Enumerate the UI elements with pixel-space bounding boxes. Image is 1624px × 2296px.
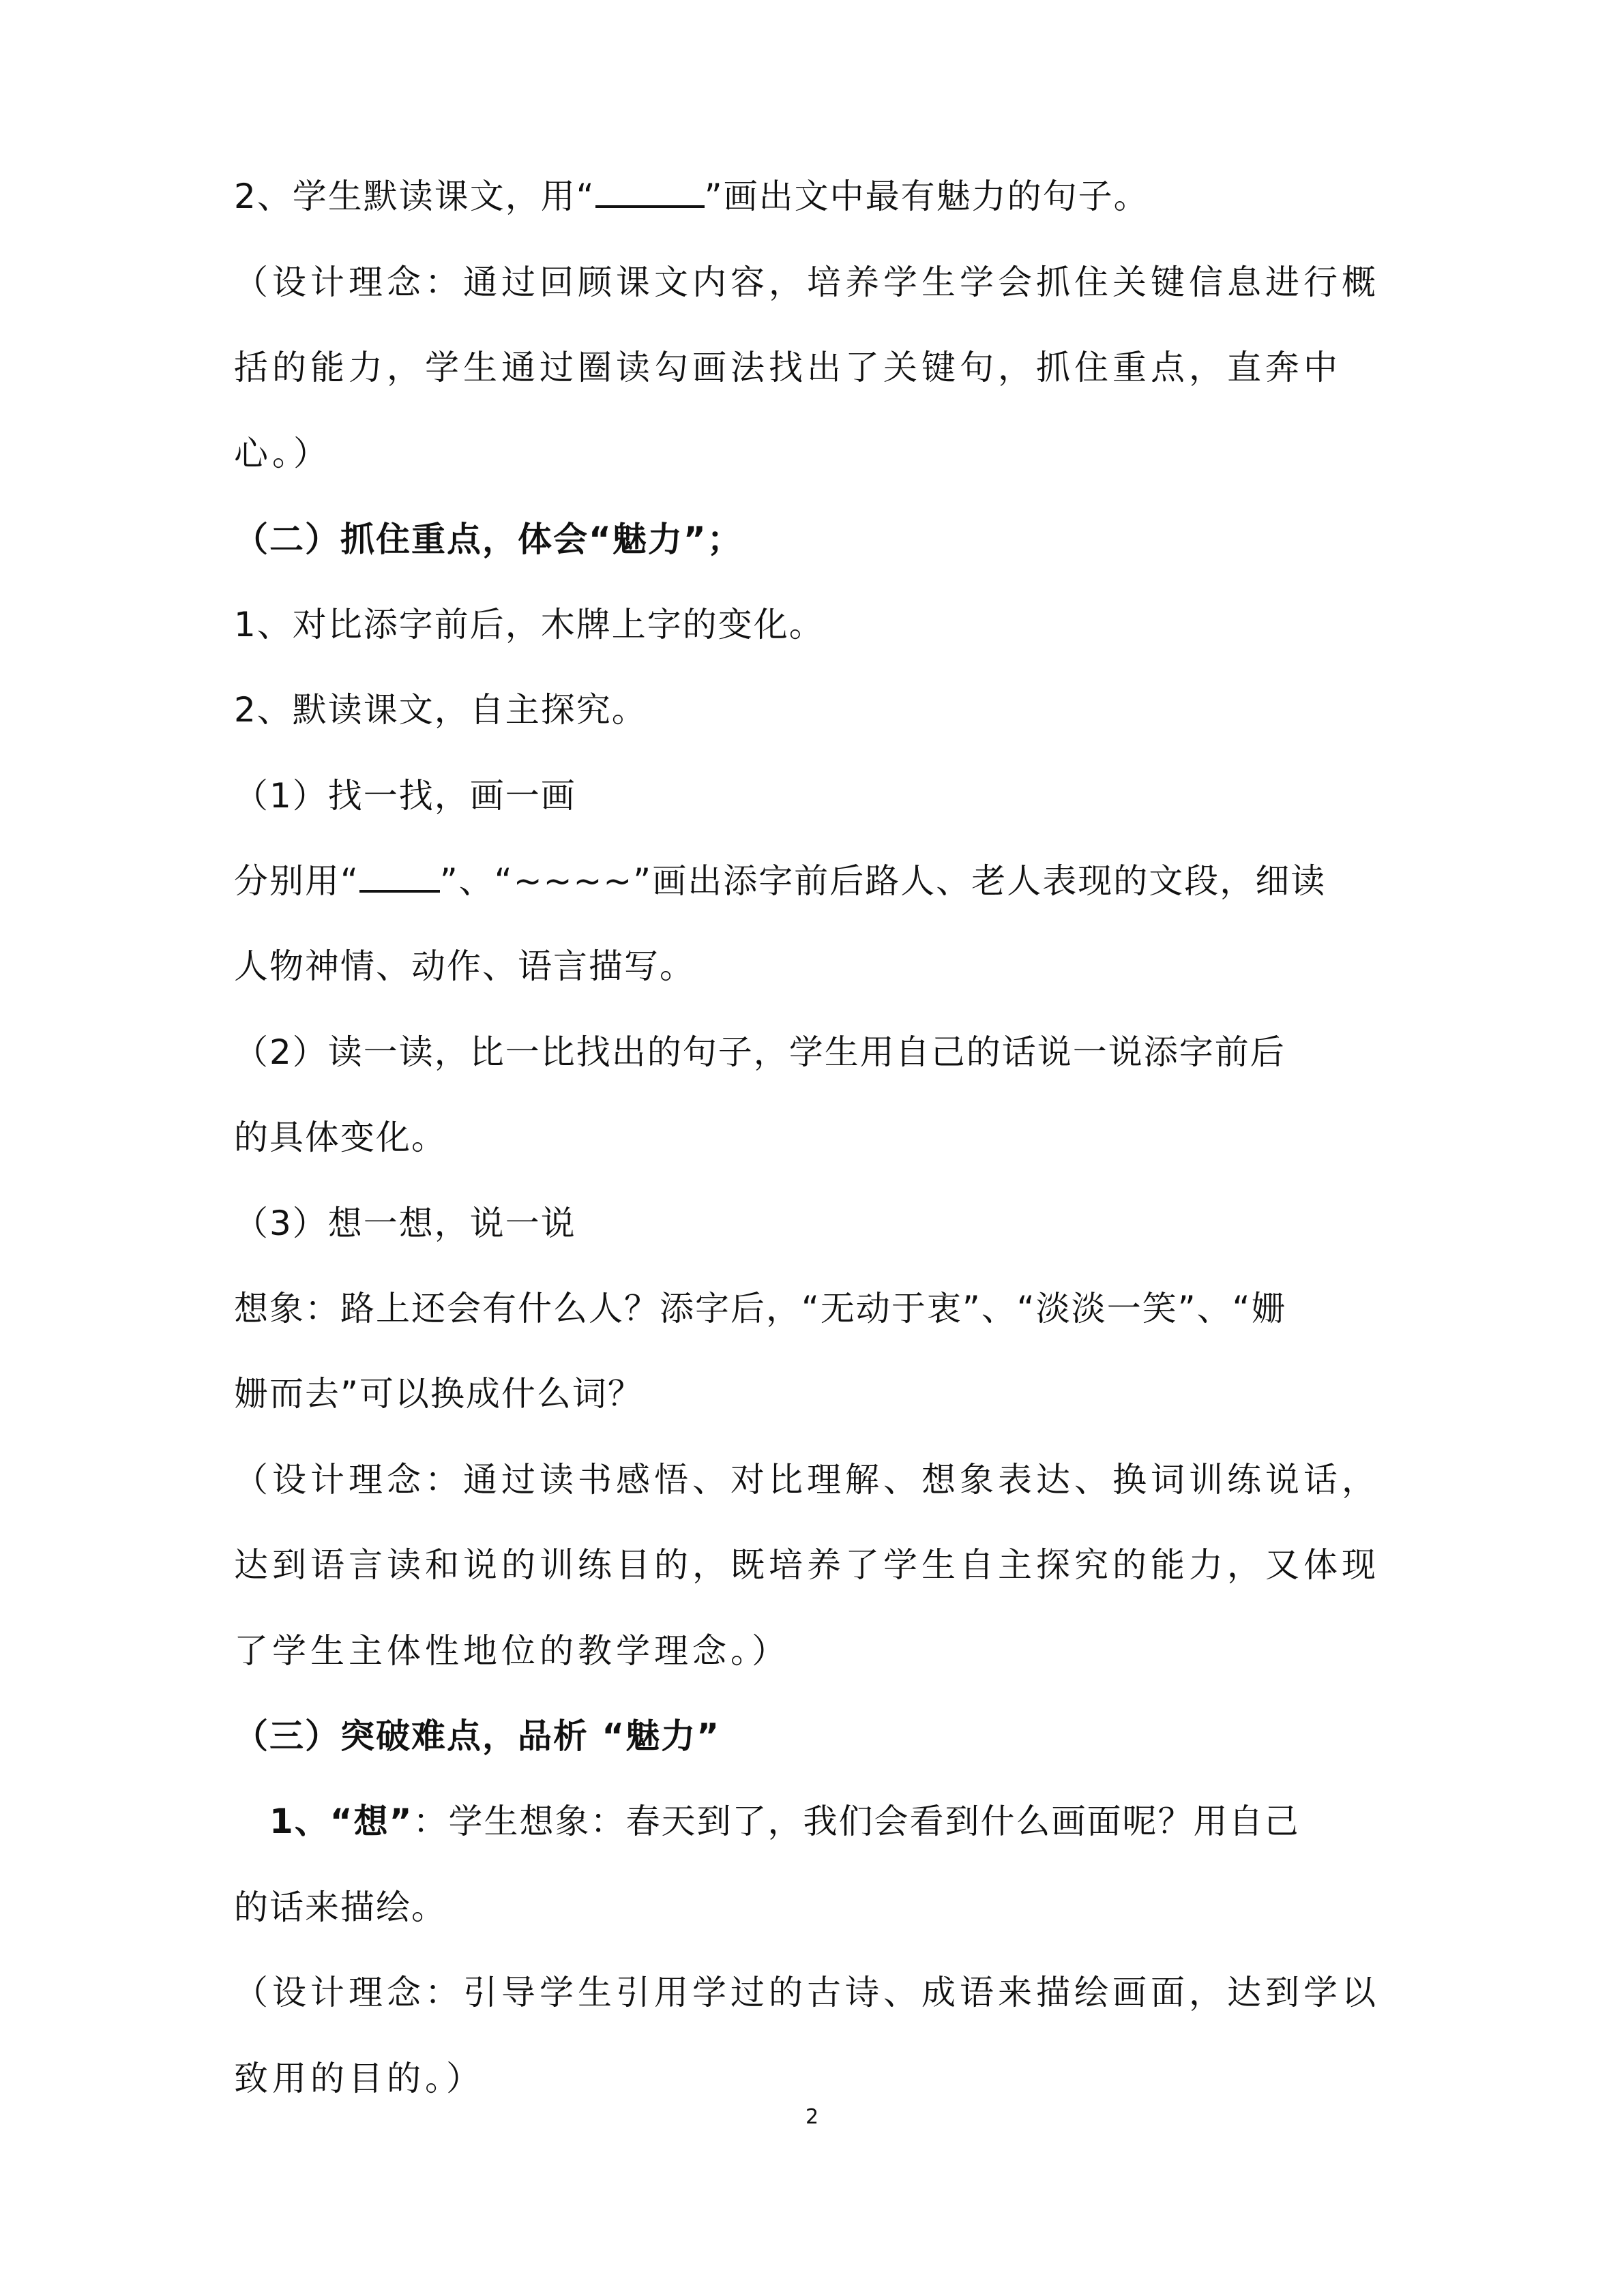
substep-2: （2）读一读，比一比找出的句子，学生用自己的话说一说添字前后 [234, 1032, 1286, 1072]
text-segment: 分别用“ [234, 861, 359, 901]
text-segment: 2、学生默读课文，用“ [234, 177, 595, 216]
instruction-line [234, 857, 1393, 905]
imagine-line: 想象：路上还会有什么人？添字后，“无动于衷”、“淡淡一笑”、“姗 [234, 1289, 1287, 1328]
design-concept-paragraph: 达到语言读和说的训练目的，既培养了学生自主探究的能力，又体现 [234, 1545, 1380, 1585]
substep-1: （1）找一找，画一画 [234, 776, 576, 816]
page-number: 2 [805, 2105, 819, 2129]
underline-blank [595, 175, 705, 208]
bold-label: 1、“想” [269, 1802, 413, 1841]
section-heading-3: （三）突破难点，品析 “魅力” [234, 1716, 721, 1756]
step-2-read-silently [234, 173, 1393, 220]
design-concept-paragraph: （设计理念：通过回顾课文内容，培养学生学会抓住关键信息进行概 [234, 263, 1380, 302]
imagine-line: 姗而去”可以换成什么词？ [234, 1374, 643, 1414]
substep-3: （3）想一想，说一说 [234, 1204, 576, 1243]
step-1-compare: 1、对比添字前后，木牌上字的变化。 [234, 605, 825, 644]
design-concept-paragraph: 致用的目的。） [234, 2059, 484, 2098]
substep-2-cont: 的具体变化。 [234, 1118, 447, 1157]
design-concept-paragraph: （设计理念：通过读书感悟、对比理解、想象表达、换词训练说话， [234, 1460, 1380, 1500]
design-concept-paragraph: 心。） [234, 434, 331, 473]
text-segment: ”画出文中最有魅力的句子。 [704, 177, 1149, 216]
text-segment: ”、“~~~~”画出添字前后路人、老人表现的文段，细读 [439, 861, 1327, 901]
section-heading-2: （二）抓住重点，体会“魅力”； [234, 520, 743, 559]
instruction-line: 人物神情、动作、语言描写。 [234, 946, 695, 986]
design-concept-paragraph: 括的能力，学生通过圈读勾画法找出了关键句，抓住重点，直奔中 [234, 348, 1342, 387]
design-concept-paragraph: （设计理念：引导学生引用学过的古诗、成语来描绘画面，达到学以 [234, 1973, 1380, 2012]
text-segment: ：学生想象：春天到了，我们会看到什么画面呢？用自己 [413, 1802, 1300, 1841]
design-concept-paragraph: 了学生主体性地位的教学理念。） [234, 1631, 790, 1671]
step-1-imagine [269, 1798, 1429, 1845]
step-1-imagine-cont: 的话来描绘。 [234, 1888, 447, 1927]
step-2-explore: 2、默读课文，自主探究。 [234, 690, 647, 730]
underline-blank [359, 860, 440, 893]
